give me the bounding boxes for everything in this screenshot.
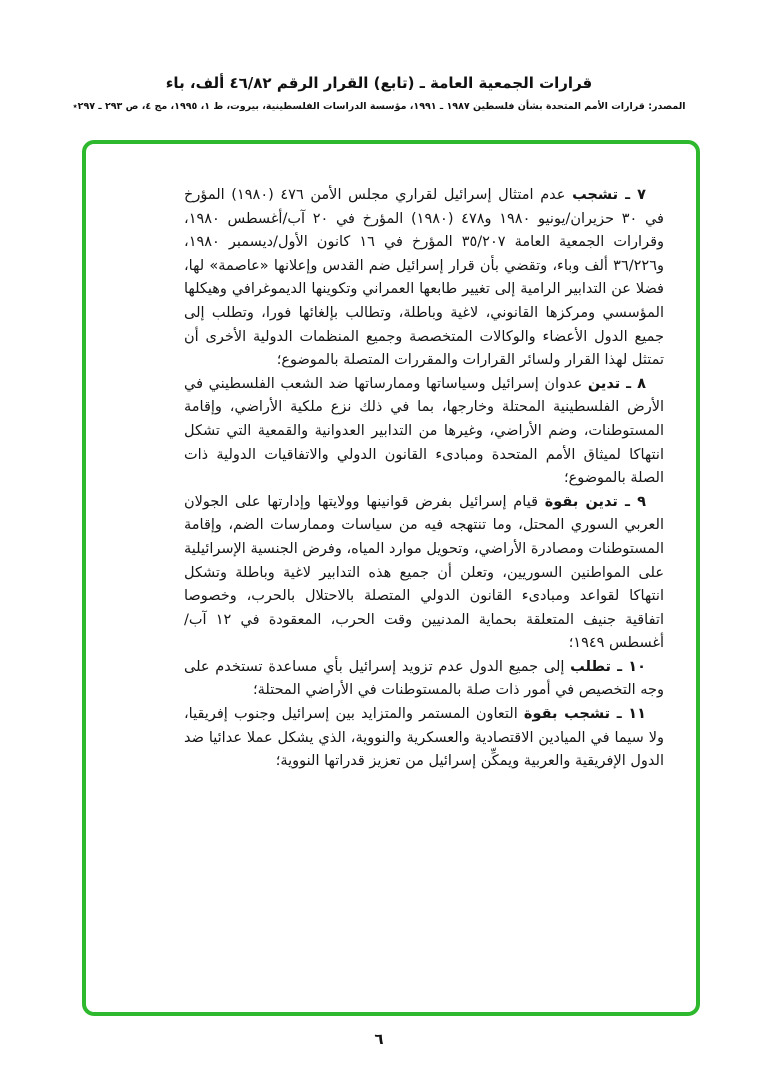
page-header	[0, 74, 758, 112]
source-line: المصدر: قرارات الأمم المتحدة بشأن فلسطين ١٩٨٧ ـ ١٩٩١، مؤسسة الدراسات الفلسطينية، بيروت، ط ١، ١٩٩٥، مج ٤، ص ٢٩٣ ـ ٢٩٧٭	[72, 101, 686, 112]
paragraph-7-text: عدم امتثال إسرائيل لقراري مجلس الأمن ٤٧٦ (١٩٨٠) المؤرخ في ٣٠ حزيران/يونيو ١٩٨٠ و٤٧٨ (١٩٨٠) المؤرخ في ٢٠ آب/أغسطس ١٩٨٠، وقرارات الجمعية العامة ٣٥/٢٠٧ المؤرخ في ١٦ كانون الأول/ديسمبر ١٩٨٠، و٣٦/٢٢٦ ألف وباء، وتقضي بأن قرار إسرائيل ضم القدس وإعلانها «عاصمة» لها، فضلا عن التدابير الرامية إلى تغيير طابعها العمراني وتكوينها الديموغرافي وهيكلها المؤسسي ومركزها القانوني، لاغية وباطلة، وتطالب بإلغائها فورا، وتطلب إلى جميع الدول الأعضاء والوكالات المتخصصة وجميع المنظمات الدولية الأخرى أن تمتثل لهذا القرار ولسائر القرارات والمقررات المتصلة بالموضوع؛	[184, 187, 665, 369]
paragraph-11-text: التعاون المستمر والمتزايد بين إسرائيل وجنوب إفريقيا، ولا سيما في الميادين الاقتصادية والعسكرية والنووية، الذي يشكل عملا عدائيا ضد الدول الإفريقية والعربية ويمكِّن إسرائيل من تعزيز قدراتها النووية؛	[184, 706, 664, 770]
resolution-paragraph-11	[184, 703, 664, 774]
page-title: قرارات الجمعية العامة ـ (تابع) القرار الرقم ٤٦/٨٢ ألف، باء	[165, 74, 593, 92]
paragraph-11-lead: ١١ ـ تشجب بقوة	[523, 706, 646, 723]
resolution-paragraph-8	[184, 373, 664, 491]
paragraph-8-lead: ٨ ـ تدين	[587, 375, 646, 392]
paragraph-9-text: قيام إسرائيل بفرض قوانينها وولايتها وإدارتها على الجولان العربي السوري المحتل، وما تنتهجه فيه من سياسات وممارسات الضم، وإقامة المستوطنات ومصادرة الأراضي، وتحويل موارد المياه، وفرض الجنسية الإسرائيلية على المواطنين السوريين، وتعلن أن جميع هذه التدابير لاغية وباطلة وتشكل انتهاكا لقواعد ومبادىء القانون الدولي المتصلة بالاحتلال بالحرب، وخصوصا اتفاقية جنيف المتعلقة بحماية المدنيين وقت الحرب، المعقودة في ١٢ آب/أغسطس ١٩٤٩؛	[184, 493, 664, 652]
resolution-paragraph-9	[184, 491, 664, 656]
document-body-text	[184, 184, 664, 774]
resolution-paragraph-10	[184, 656, 664, 703]
paragraph-9-lead: ٩ ـ تدين بقوة	[544, 493, 646, 510]
paragraph-10-lead: ١٠ ـ تطلب	[570, 658, 646, 675]
document-border-frame	[82, 140, 700, 1016]
resolution-paragraph-7	[184, 184, 664, 373]
paragraph-7-lead: ٧ ـ تشجب	[572, 187, 646, 203]
paragraph-8-text: عدوان إسرائيل وسياساتها وممارساتها ضد الشعب الفلسطيني في الأرض الفلسطينية المحتلة وخارجها، بما في ذلك نزع ملكية الأراضي، وإقامة المستوطنات، وضم الأراضي، وغيرها من التدابير العدوانية والقمعية التي تشكل انتهاكا لميثاق الأمم المتحدة ومبادىء القانون الدولي والاتفاقيات الدولية ذات الصلة بالموضوع؛	[184, 375, 664, 487]
paragraph-10-text: إلى جميع الدول عدم تزويد إسرائيل بأي مساعدة تستخدم على وجه التخصيص في أمور ذات صلة بالمستوطنات في الأراضي المحتلة؛	[184, 658, 664, 699]
page-number: ٦	[374, 1030, 384, 1048]
